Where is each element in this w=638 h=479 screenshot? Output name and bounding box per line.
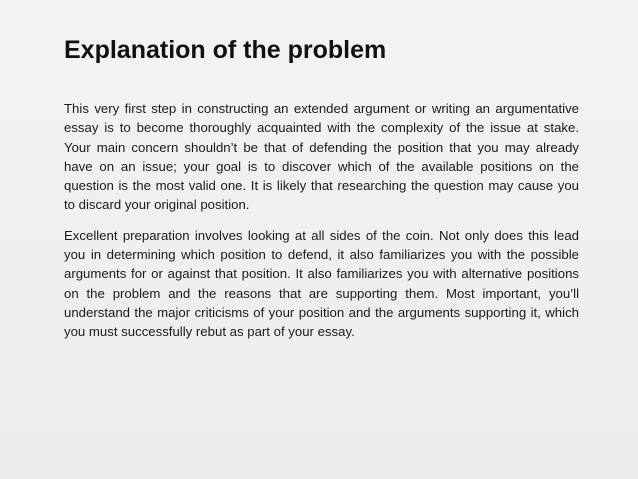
slide-title: Explanation of the problem [64,36,387,64]
paragraph-2: Excellent preparation involves looking at all sides of the coin. Not only does this lead you in determining which position to defend, it also familiarizes you with the possible arguments for or against that position. It also familiarizes you with alternative positions on the problem and the reasons that are supporting them. Most important, you’ll understand the major criticisms of your position and the arguments supporting it, which you must successfully rebut as part of your essay. [64,227,579,340]
paragraph-1: This very first step in constructing an extended argument or writing an argumentative essay is to become thoroughly acquainted with the complexity of the issue at stake. Your main concern shouldn’t be that of defending the position that you may already have on an issue; your goal is to discover which of the available positions on the question is the most valid one. It is likely that researching the question may cause you to discard your original position. [64,101,579,213]
slide-body [64,99,579,353]
